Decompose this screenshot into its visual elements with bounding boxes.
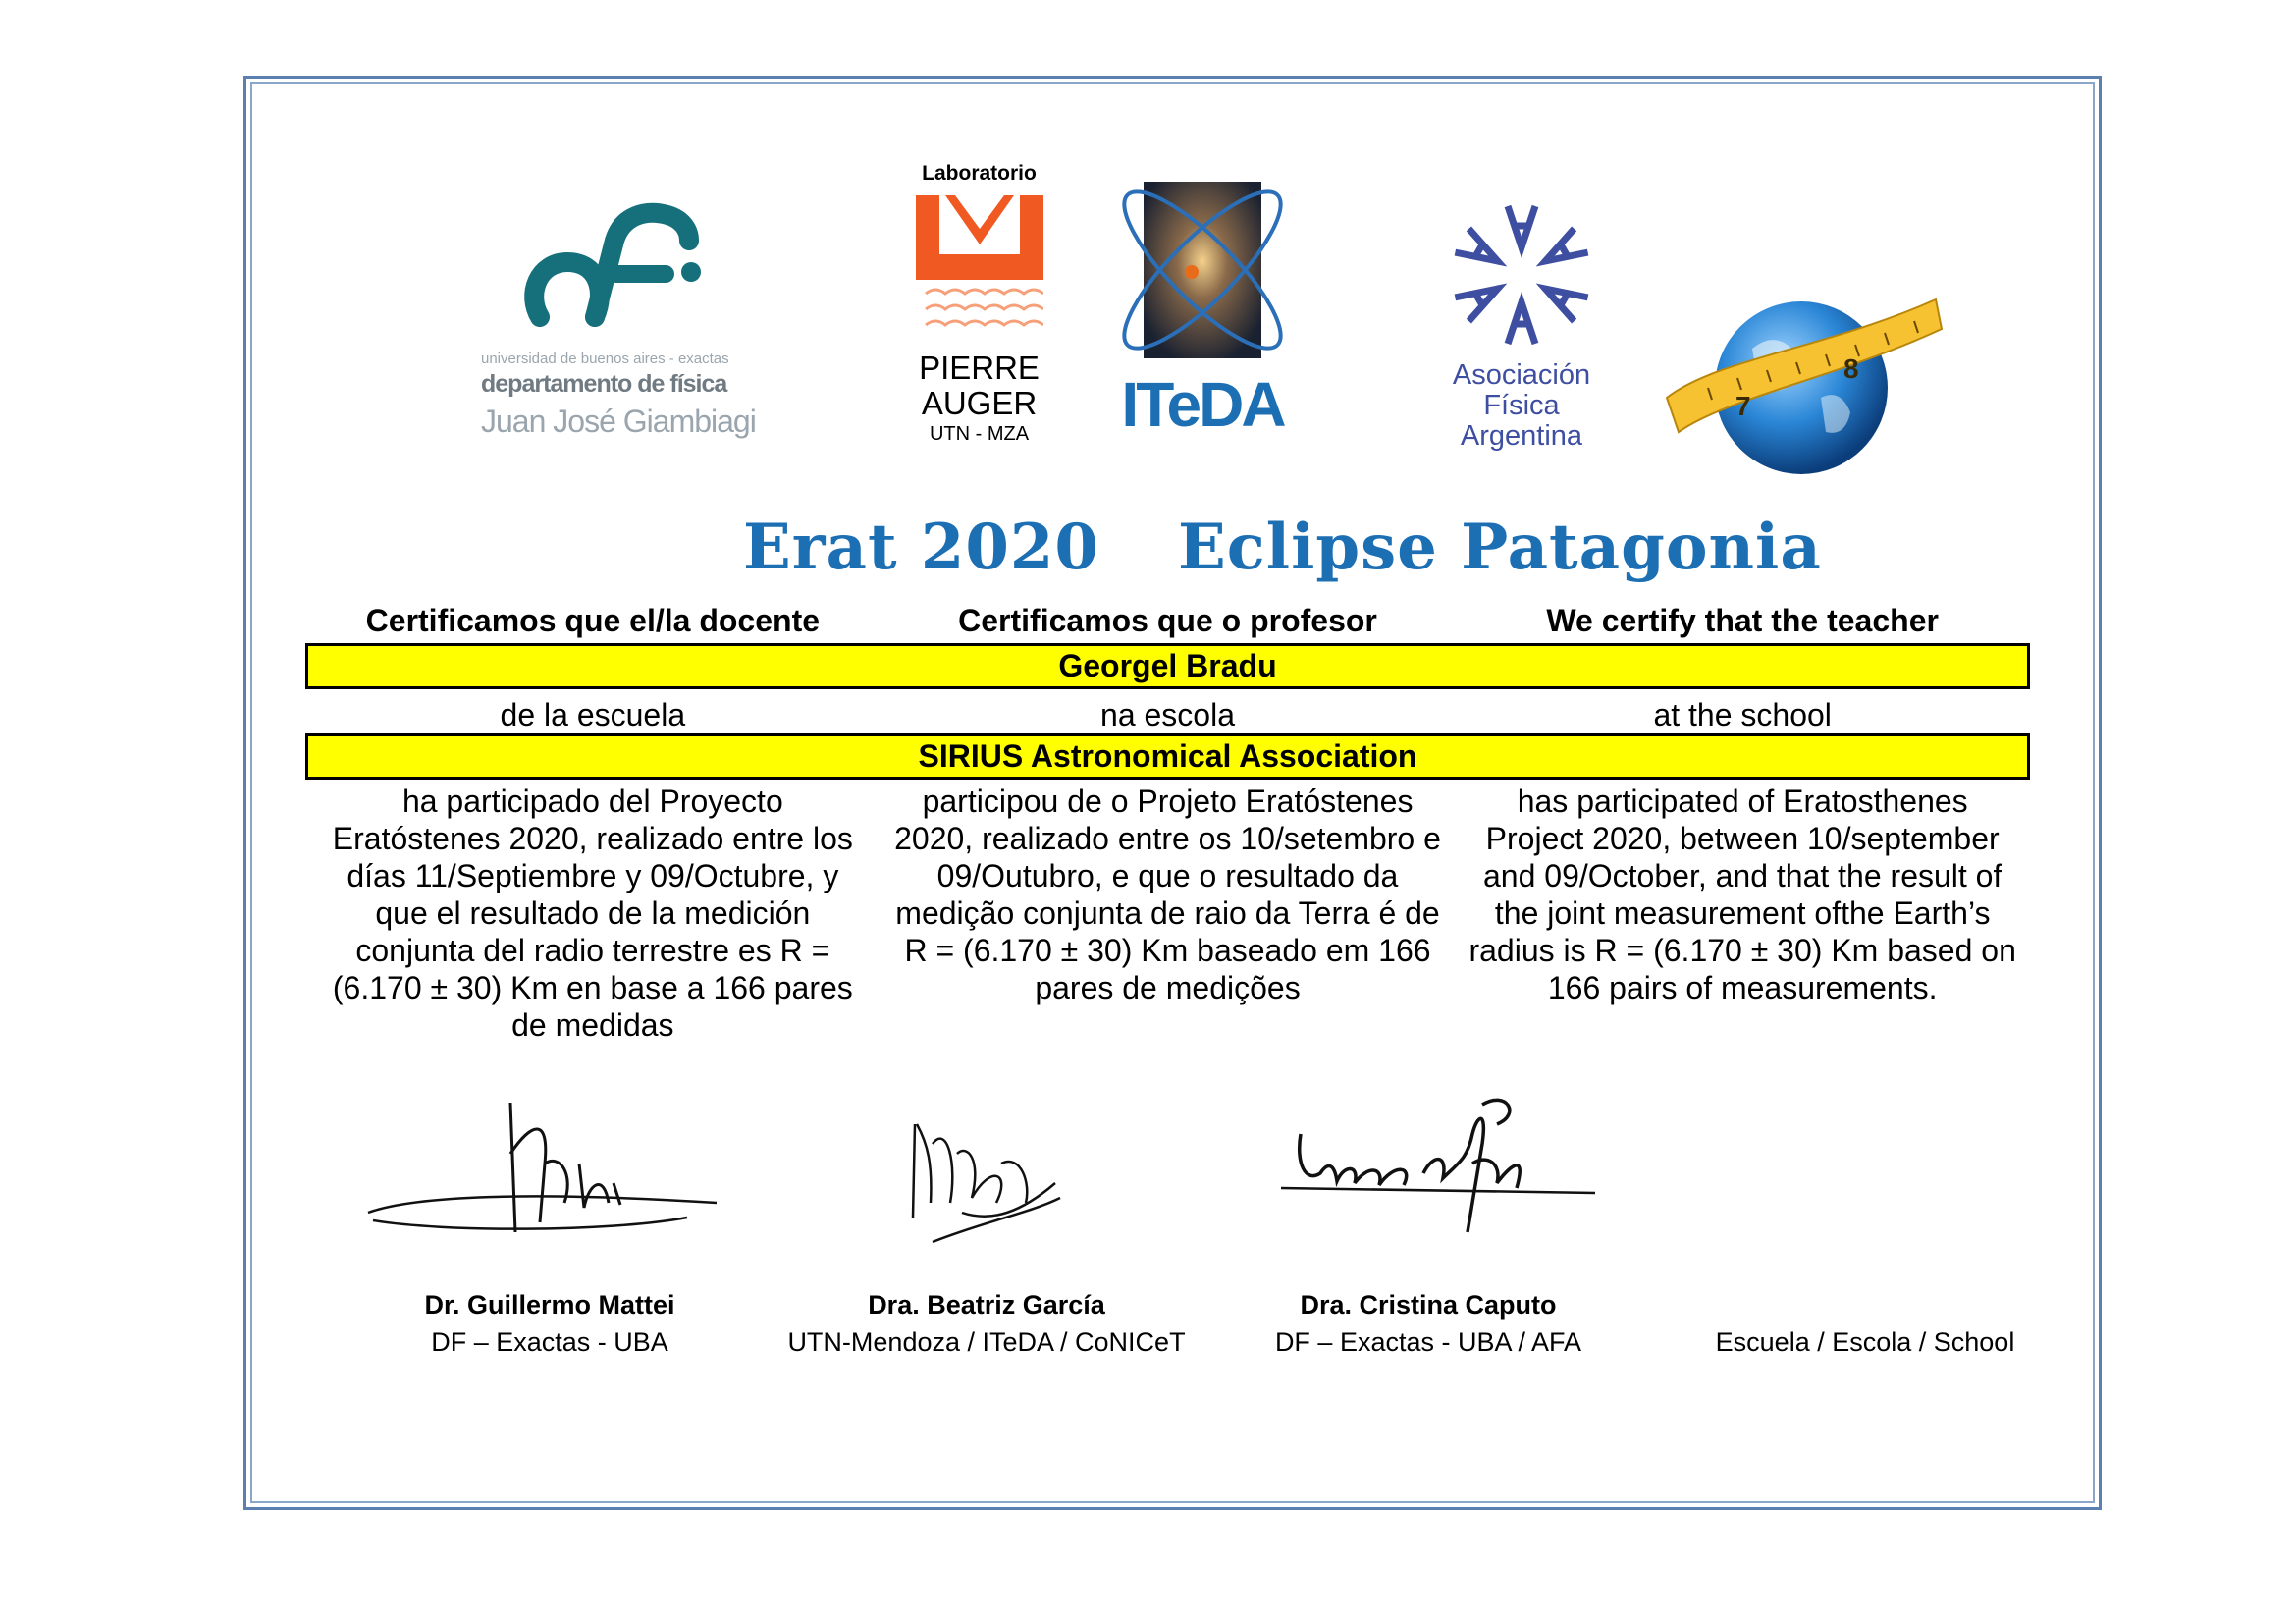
tape-number-8: 8 <box>1843 353 1859 384</box>
school-label-es: de la escuela <box>500 697 686 732</box>
header-pt: Certificamos que o profesor <box>958 603 1377 638</box>
afa-line2: Física <box>1483 390 1560 421</box>
signer-affiliation: DF – Exactas - UBA <box>431 1327 668 1357</box>
certify-headers <box>305 599 2030 642</box>
df-logo <box>461 201 756 457</box>
signer-name: Dra. Cristina Caputo <box>1300 1290 1557 1320</box>
header-es: Certificamos que el/la docente <box>365 603 821 638</box>
signer-affiliation: DF – Exactas - UBA / AFA <box>1274 1327 1582 1357</box>
signature-garcia <box>903 1105 1070 1252</box>
school-labels <box>305 693 2030 736</box>
df-line3: Juan José Giambiagi <box>481 404 756 439</box>
auger-sub: UTN - MZA <box>929 423 1030 445</box>
auger-name2: AUGER <box>921 385 1038 421</box>
df-symbol-icon <box>520 201 717 349</box>
school-signature-label: Escuela / Escola / School <box>1715 1327 2015 1357</box>
title-erat: Erat 2020 <box>743 511 1099 584</box>
body-pt: participou de o Projeto Eratóstenes 2020, realizado entre os 10/setembro e 09/Outubro, e que o resultado da medição conjunta de raio da Terra é de R = (6.170 ± 30) Km baseado em 166 pares de medições <box>894 784 1441 1005</box>
teacher-name-field: Georgel Bradu <box>305 643 2030 689</box>
signer-affiliation: UTN-Mendoza / ITeDA / CoNICeT <box>787 1327 1186 1357</box>
afa-logo <box>1428 191 1615 466</box>
title-eclipse: Eclipse Patagonia <box>1178 511 1822 584</box>
body-en: has participated of Eratosthenes Project 2020, between 10/september and 09/October, and that the result of the joint measurement ofthe Earth’s radius is R = (6.170 ± 30) Km based on 166 pairs of measurements. <box>1468 784 2016 1005</box>
pierre-auger-logo <box>898 162 1060 457</box>
afa-emblem-icon <box>1428 191 1615 358</box>
body-es: ha participado del Proyecto Eratóstenes 2020, realizado entre los días 11/Septiembre y 09/Octubre, y que el resultado de la medición conjunta del radio terrestre es R = (6.170 ± 30) Km en base a 166 pares de medidas <box>332 784 853 1043</box>
header-en: We certify that the teacher <box>1546 603 1939 638</box>
signer-name: Dra. Beatriz García <box>868 1290 1105 1320</box>
auger-name1: PIERRE <box>919 350 1040 386</box>
globe-tape-logo <box>1659 290 1944 476</box>
signature-mattei <box>363 1095 726 1242</box>
school-name-field: SIRIUS Astronomical Association <box>305 733 2030 780</box>
globe-tape-icon <box>1659 290 1944 476</box>
df-line2: departamento de física <box>481 370 727 398</box>
afa-line1: Asociación <box>1452 359 1591 391</box>
school-label-en: at the school <box>1653 697 1832 732</box>
signer-name: Dr. Guillermo Mattei <box>424 1290 675 1320</box>
signature-caputo <box>1276 1095 1600 1242</box>
signer-caputo <box>1247 1286 1610 1361</box>
auger-lab-label: Laboratorio <box>922 162 1037 185</box>
iteda-text: ITeDA <box>1121 369 1284 440</box>
afa-line3: Argentina <box>1460 420 1583 452</box>
df-line1: universidad de buenos aires - exactas <box>481 351 729 367</box>
signer-mattei <box>373 1286 726 1361</box>
tape-number-7: 7 <box>1735 391 1751 421</box>
auger-emblem-icon <box>916 195 1043 343</box>
signer-garcia <box>766 1286 1207 1361</box>
school-label-pt: na escola <box>1100 697 1235 732</box>
certificate-body <box>305 783 2030 1044</box>
iteda-logo <box>1090 172 1315 457</box>
